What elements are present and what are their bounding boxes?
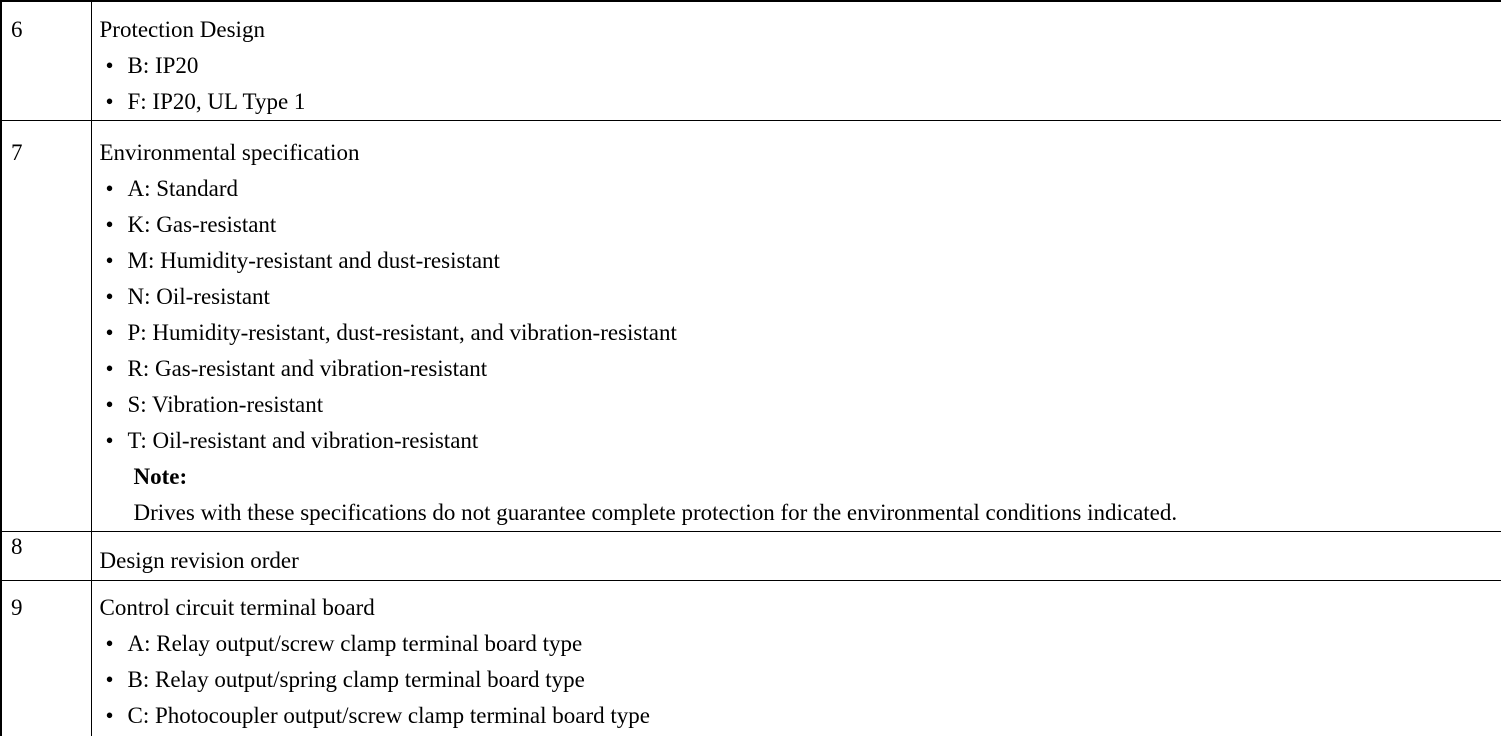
bullet-icon: • [100, 423, 120, 459]
bullet-icon: • [100, 243, 120, 279]
list-item [100, 315, 1501, 351]
table-row [1, 532, 1501, 581]
bullet-icon: • [100, 626, 120, 662]
list-item [100, 387, 1501, 423]
option-list [100, 48, 1501, 120]
bullet-icon: • [100, 279, 120, 315]
list-item [100, 626, 1501, 662]
option-text: S: Vibration-resistant [128, 392, 324, 417]
row-description [91, 1, 1501, 121]
row-code: 8 [1, 532, 91, 581]
bullet-icon: • [100, 171, 120, 207]
list-item [100, 423, 1501, 459]
table-row [1, 121, 1501, 532]
bullet-icon: • [100, 207, 120, 243]
option-text: R: Gas-resistant and vibration-resistant [128, 356, 488, 381]
bullet-icon: • [100, 48, 120, 84]
bullet-icon: • [100, 84, 120, 120]
option-text: K: Gas-resistant [128, 212, 277, 237]
table-row [1, 1, 1501, 121]
row-code: 6 [1, 1, 91, 121]
row-title: Design revision order [100, 543, 1501, 579]
list-item [100, 84, 1501, 120]
bullet-icon: • [100, 698, 120, 734]
bullet-icon: • [100, 662, 120, 698]
list-item [100, 243, 1501, 279]
option-text: A: Standard [128, 176, 239, 201]
row-code: 7 [1, 121, 91, 532]
note-block [100, 459, 1501, 531]
bullet-icon: • [100, 315, 120, 351]
row-description [91, 532, 1501, 581]
list-item [100, 698, 1501, 734]
option-text: M: Humidity-resistant and dust-resistant [128, 248, 500, 273]
row-description [91, 121, 1501, 532]
note-text: Drives with these specifications do not guarantee complete protection for the environmental conditions indicated. [134, 495, 1501, 531]
row-title: Control circuit terminal board [100, 590, 1501, 626]
list-item [100, 662, 1501, 698]
option-text: F: IP20, UL Type 1 [128, 89, 306, 114]
row-title: Protection Design [100, 12, 1501, 48]
option-text: B: IP20 [128, 53, 199, 78]
bullet-icon: • [100, 387, 120, 423]
table-row [1, 581, 1501, 736]
list-item [100, 279, 1501, 315]
option-text: B: Relay output/spring clamp terminal board type [128, 667, 585, 692]
option-text: P: Humidity-resistant, dust-resistant, and vibration-resistant [128, 320, 677, 345]
list-item [100, 171, 1501, 207]
row-code: 9 [1, 581, 91, 736]
option-list [100, 626, 1501, 734]
option-text: T: Oil-resistant and vibration-resistant [128, 428, 479, 453]
bullet-icon: • [100, 351, 120, 387]
list-item [100, 48, 1501, 84]
option-text: N: Oil-resistant [128, 284, 270, 309]
option-list [100, 171, 1501, 459]
option-text: C: Photocoupler output/screw clamp terminal board type [128, 703, 651, 728]
list-item [100, 207, 1501, 243]
list-item [100, 351, 1501, 387]
row-title: Environmental specification [100, 135, 1501, 171]
row-description [91, 581, 1501, 736]
note-label: Note: [134, 459, 1501, 495]
option-text: A: Relay output/screw clamp terminal board type [128, 631, 583, 656]
